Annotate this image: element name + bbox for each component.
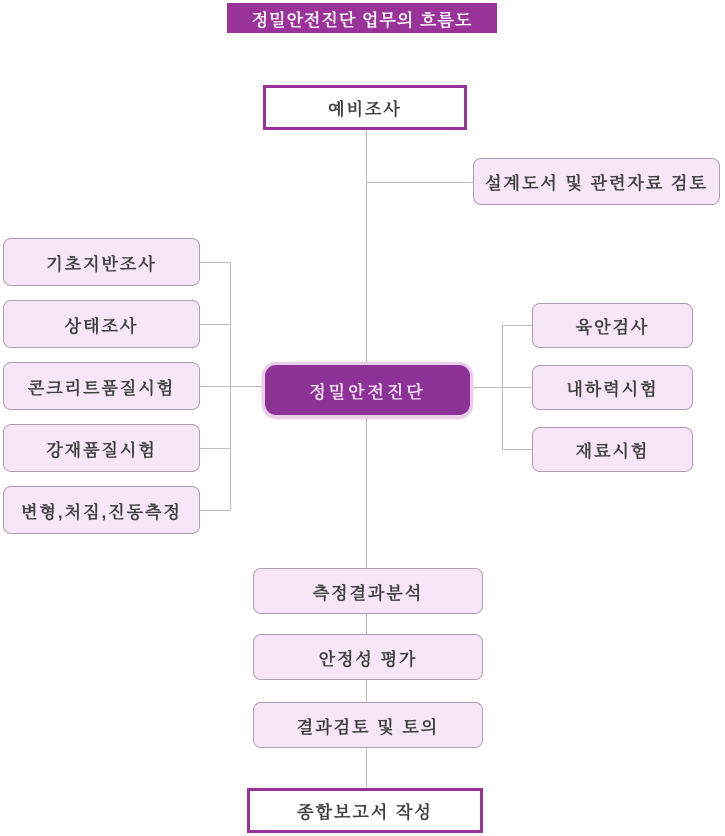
node-load-capacity-test: 내하력시험 (532, 365, 693, 410)
left-stub-line (200, 324, 230, 325)
main-vertical-connector (366, 130, 367, 788)
node-concrete-quality-test: 콘크리트품질시험 (3, 362, 200, 410)
node-stability-evaluation: 안정성 평가 (253, 634, 483, 680)
node-detailed-safety-diagnosis: 정밀안전진단 (262, 362, 473, 418)
node-condition-survey: 상태조사 (3, 300, 200, 348)
design-review-connector (366, 182, 473, 183)
node-steel-quality-test: 강재품질시험 (3, 424, 200, 472)
left-stub-line (200, 386, 265, 387)
right-stub-line (470, 387, 502, 388)
right-stub-line (502, 387, 532, 388)
right-stub-line (502, 325, 532, 326)
left-stub-line (200, 262, 230, 263)
node-material-test: 재료시험 (532, 427, 693, 472)
left-stub-line (200, 448, 230, 449)
node-measurement-analysis: 측정결과분석 (253, 568, 483, 614)
node-deformation-measurement: 변형,처짐,진동측정 (3, 486, 200, 534)
node-design-review: 설계도서 및 관련자료 검토 (473, 158, 720, 205)
node-foundation-survey: 기초지반조사 (3, 238, 200, 286)
node-preliminary-survey: 예비조사 (263, 85, 467, 130)
left-stub-line (200, 510, 230, 511)
node-result-review-discussion: 결과검토 및 토의 (253, 702, 483, 748)
node-final-report: 종합보고서 작성 (247, 788, 483, 833)
node-visual-inspection: 육안검사 (532, 303, 693, 348)
chart-title: 정밀안전진단 업무의 흐름도 (227, 3, 497, 33)
right-stub-line (502, 449, 532, 450)
